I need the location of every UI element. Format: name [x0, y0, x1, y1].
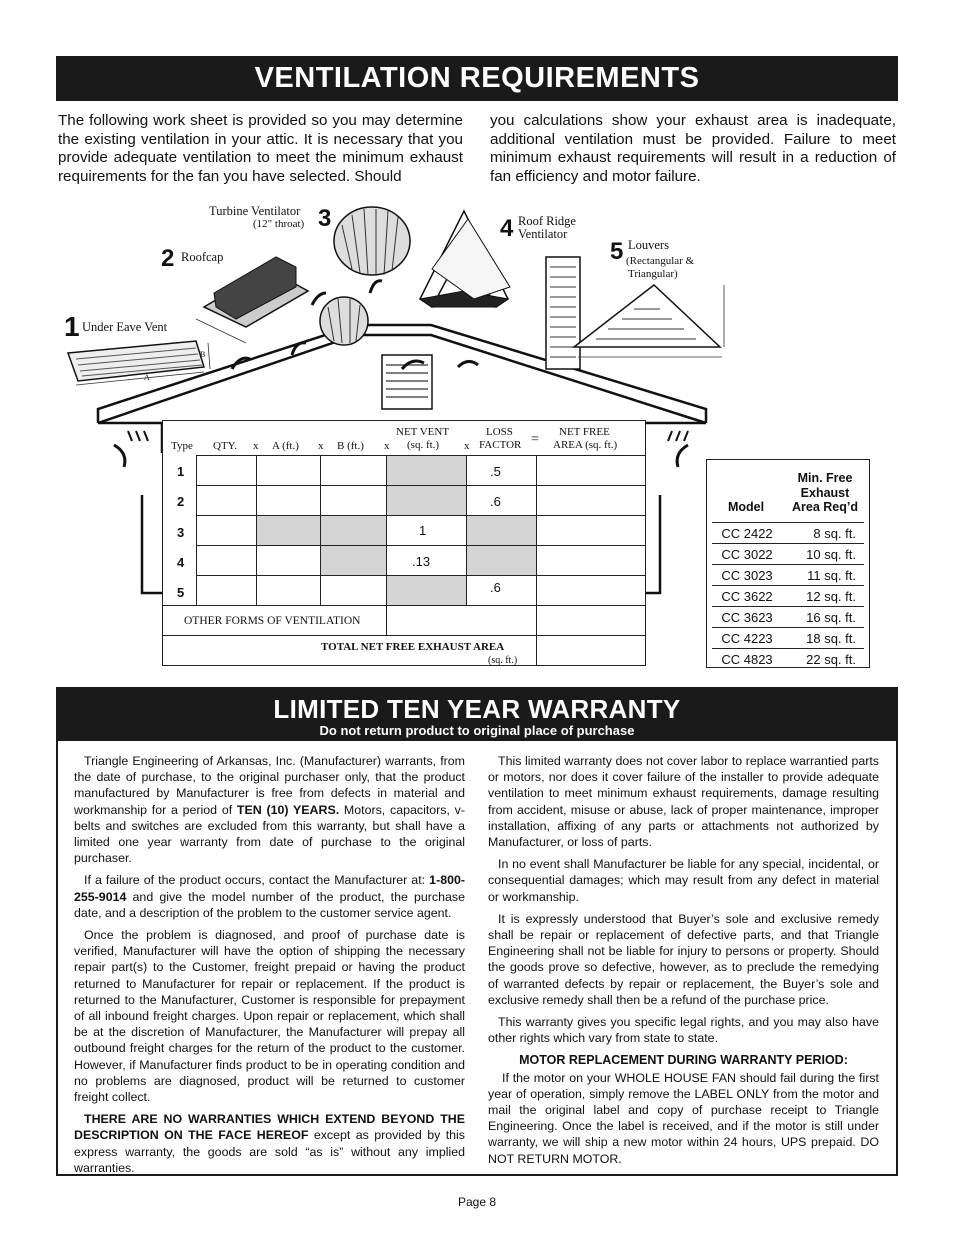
- roof-ridge-illustration: [420, 211, 510, 307]
- warranty-p4: THERE ARE NO WARRANTIES WHICH EXTEND BEYOND THE DESCRIPTION ON THE FACE HEREOF except as provided by this express warranty, the goods are sold “as is” without any implied warranties.: [74, 1112, 465, 1175]
- models-table-box: [706, 459, 870, 668]
- item-2-label: Roofcap: [181, 250, 224, 264]
- cell-r3-net: [386, 515, 467, 546]
- hdr-x3: x: [384, 440, 390, 452]
- ventilation-banner: [56, 56, 898, 101]
- hdr-eq: =: [531, 432, 539, 447]
- area-cell: 10 sq. ft.: [782, 544, 864, 565]
- model-cell: CC 2422: [712, 523, 782, 544]
- cell-r1-qty[interactable]: [196, 455, 257, 486]
- item-5-label: Louvers: [628, 238, 669, 252]
- cell-r3-loss: [466, 515, 537, 546]
- item-2-number: 2: [161, 245, 175, 272]
- area-cell: 22 sq. ft.: [782, 649, 864, 670]
- model-row: [712, 523, 864, 544]
- hdr-factor: FACTOR: [479, 439, 522, 451]
- hdr-x1: x: [253, 440, 259, 452]
- cell-r3-qty[interactable]: [196, 515, 257, 546]
- intro-left: The following work sheet is provided so you may determine the existing ventilation in your attic. It is necessary that you provide adequate ventilation to meet the minimum exhaust requirements for the fan you have selected. Should: [58, 112, 463, 185]
- hdr-type: Type: [171, 440, 193, 452]
- cell-r4-free[interactable]: [536, 545, 646, 576]
- header-model: Model: [728, 500, 765, 514]
- total-label: TOTAL NET FREE EXHAUST AREA: [321, 641, 505, 653]
- row-1-type: 1: [177, 464, 185, 479]
- total-unit: (sq. ft.): [488, 655, 518, 666]
- item-3-label: Turbine Ventilator: [209, 204, 301, 218]
- model-row: [712, 628, 864, 649]
- row-1-loss: .5: [490, 464, 501, 479]
- area-cell: 18 sq. ft.: [782, 628, 864, 649]
- cell-r2-qty[interactable]: [196, 485, 257, 516]
- item-4-label: Roof Ridge: [518, 214, 576, 228]
- other-ventilation-label: OTHER FORMS OF VENTILATION: [184, 615, 361, 627]
- item-5-sub2: Triangular): [628, 268, 678, 280]
- hdr-qty: QTY.: [213, 440, 237, 452]
- row-3-type: 3: [177, 525, 185, 540]
- warranty-p7: It is expressly understood that Buyer’s sole and exclusive remedy shall be repair or replacement of defective parts, and that Triangle Engineering shall not be liable for injury to persons or property. Should the goods prove so defective, however, as to preclude the remedying of warranted defects by repair or replacement, the Buyer’s sole and exclusive remedy shall then be a refund of the purchase price.: [488, 911, 879, 1007]
- cell-r4-loss: [466, 545, 537, 576]
- warranty-p9: If the motor on your WHOLE HOUSE FAN should fail during the first year of operation, simply remove the LABEL ONLY from the motor and mail the original label and copy of purchase receipt to Triangle Engineering. Once the label is received, and if the motor is still under warranty, we will ship a new motor within 24 hours, UPS prepaid. DO NOT RETURN MOTOR.: [488, 1070, 879, 1166]
- cell-r3-a: [256, 515, 321, 546]
- cell-other-free[interactable]: [536, 605, 646, 636]
- warranty-p2: If a failure of the product occurs, contact the Manufacturer at: 1-800-255-9014 and give the model number of the product, the purchase date, and a description of the problem to the customer service agent.: [74, 873, 465, 920]
- cell-r2-b[interactable]: [320, 485, 387, 516]
- cell-r3-b: [320, 515, 387, 546]
- hdr-net-free-area: AREA (sq. ft.): [553, 439, 618, 451]
- model-row: [712, 649, 864, 670]
- warranty-title: LIMITED TEN YEAR WARRANTY: [273, 694, 681, 724]
- cell-total-free[interactable]: [536, 635, 646, 666]
- cell-r2-free[interactable]: [536, 485, 646, 516]
- row-4-net: .13: [412, 554, 431, 569]
- cell-r5-a[interactable]: [256, 575, 321, 606]
- dim-a-label: A: [144, 373, 150, 382]
- cell-r4-b: [320, 545, 387, 576]
- warranty-p8: This warranty gives you specific legal rights, and you may also have other rights which vary from state to state.: [488, 1015, 879, 1046]
- model-cell: CC 3022: [712, 544, 782, 565]
- item-5-sub: (Rectangular &: [626, 255, 695, 267]
- area-cell: 12 sq. ft.: [782, 586, 864, 607]
- model-cell: CC 4823: [712, 649, 782, 670]
- cell-r5-free[interactable]: [536, 575, 646, 606]
- model-cell: CC 3623: [712, 607, 782, 628]
- row-2-type: 2: [177, 494, 185, 509]
- hdr-net-vent-unit: (sq. ft.): [407, 439, 440, 451]
- header-req-1: Min. Free: [797, 471, 853, 485]
- model-cell: CC 3622: [712, 586, 782, 607]
- area-cell: 16 sq. ft.: [782, 607, 864, 628]
- hdr-net-free: NET FREE: [559, 426, 610, 438]
- warranty-p6: In no event shall Manufacturer be liable for any special, incidental, or consequential damages; which may result from any defect in material or workmanship.: [488, 857, 879, 904]
- cell-r2-loss: [466, 485, 537, 516]
- hdr-x4: x: [464, 440, 470, 452]
- item-4-number: 4: [500, 215, 514, 242]
- intro-right: you calculations show your exhaust area is inadequate, additional ventilation must be provided. Failure to meet minimum exhaust requirements will result in a reduction of fan efficiency and motor failure.: [490, 112, 896, 185]
- hdr-net-vent: NET VENT: [396, 426, 450, 438]
- models-table: [712, 522, 864, 669]
- hdr-x2: x: [318, 440, 324, 452]
- cell-r1-b[interactable]: [320, 455, 387, 486]
- warranty-p3: Once the problem is diagnosed, and proof of purchase date is verified, Manufacturer will have the option of shipping the necessary repair part(s) to the Customer, freight prepaid or having the product returned to Manufacturer for repair or replacement. If the product is returned to the Manufacturer, Customer is responsible for prepayment of all inbound freight charges. Upon repair or replacement, which shall be at the discretion of Manufacturer, the Manufacturer will prepay all outbound freight charges for the return of the product to the customer. However, if Manufacturer finds product to be in operating condition and no problems are diagnosed, product will be returned to customer freight collect.: [74, 928, 465, 1105]
- cell-r2-a[interactable]: [256, 485, 321, 516]
- cell-r3-free[interactable]: [536, 515, 646, 546]
- model-row: [712, 607, 864, 628]
- cell-r4-a[interactable]: [256, 545, 321, 576]
- cell-r1-a[interactable]: [256, 455, 321, 486]
- page-number: Page 8: [457, 1195, 497, 1209]
- cell-r5-b[interactable]: [320, 575, 387, 606]
- item-1-label: Under Eave Vent: [82, 320, 168, 334]
- cell-r1-free[interactable]: [536, 455, 646, 486]
- header-req-3: Area Req’d: [792, 500, 858, 514]
- row-4-type: 4: [177, 555, 185, 570]
- ventilation-title: VENTILATION REQUIREMENTS: [254, 62, 700, 94]
- item-5-number: 5: [610, 238, 624, 265]
- cell-r1-net: [386, 455, 467, 486]
- cell-r5-qty[interactable]: [196, 575, 257, 606]
- model-row: [712, 565, 864, 586]
- item-4-sub: Ventilator: [518, 227, 568, 241]
- warranty-banner: [56, 687, 898, 741]
- hdr-b: B (ft.): [337, 440, 364, 452]
- roofcap-illustration: [196, 257, 308, 343]
- dim-b-label: B: [200, 350, 206, 359]
- area-cell: 11 sq. ft.: [782, 565, 864, 586]
- row-5-type: 5: [177, 585, 185, 600]
- warranty-left-column: [74, 753, 465, 1182]
- row-3-net: 1: [419, 523, 427, 538]
- model-row: [712, 586, 864, 607]
- warranty-p1: Triangle Engineering of Arkansas, Inc. (Manufacturer) warrants, from the date of purchase, to the original purchaser only, that the product manufactured by Manufacturer is free from defects in material and workmanship for a period of TEN (10) YEARS. Motors, capacitors, v-belts and switches are excluded from this warranty, but shall have a limited one year warranty from date of purchase to the original purchaser.: [74, 754, 465, 866]
- area-cell: 8 sq. ft.: [782, 523, 864, 544]
- cell-other-net[interactable]: [386, 605, 537, 636]
- warranty-p5: This limited warranty does not cover labor to replace warrantied parts or motors, nor does it cover failure of the installer to provide adequate ventilation to meet minimum exhaust requirements, damage resulting from accident, misuse or abuse, lack of proper maintenance, improper installation, affixing of any parts or attachments not authorized by Manufacturer, or loss of parts.: [488, 754, 879, 850]
- item-3-number: 3: [318, 205, 332, 232]
- cell-r1-loss: [466, 455, 537, 486]
- motor-heading: MOTOR REPLACEMENT DURING WARRANTY PERIOD:: [519, 1053, 848, 1068]
- cell-r2-net: [386, 485, 467, 516]
- warranty-subtitle: Do not return product to original place of purchase: [319, 723, 635, 738]
- cell-r4-qty[interactable]: [196, 545, 257, 576]
- cell-r5-loss: [466, 575, 537, 606]
- item-3-sub: (12" throat): [253, 218, 305, 230]
- hdr-loss: LOSS: [486, 426, 513, 438]
- item-1-number: 1: [64, 311, 80, 342]
- models-header: [707, 460, 869, 522]
- model-cell: CC 4223: [712, 628, 782, 649]
- row-5-loss: .6: [490, 580, 501, 595]
- row-2-loss: .6: [490, 494, 501, 509]
- warranty-right-column: [488, 753, 879, 1173]
- header-req-2: Exhaust: [800, 486, 850, 500]
- hdr-a: A (ft.): [272, 440, 299, 452]
- model-row: [712, 544, 864, 565]
- model-cell: CC 3023: [712, 565, 782, 586]
- cell-r5-net: [386, 575, 467, 606]
